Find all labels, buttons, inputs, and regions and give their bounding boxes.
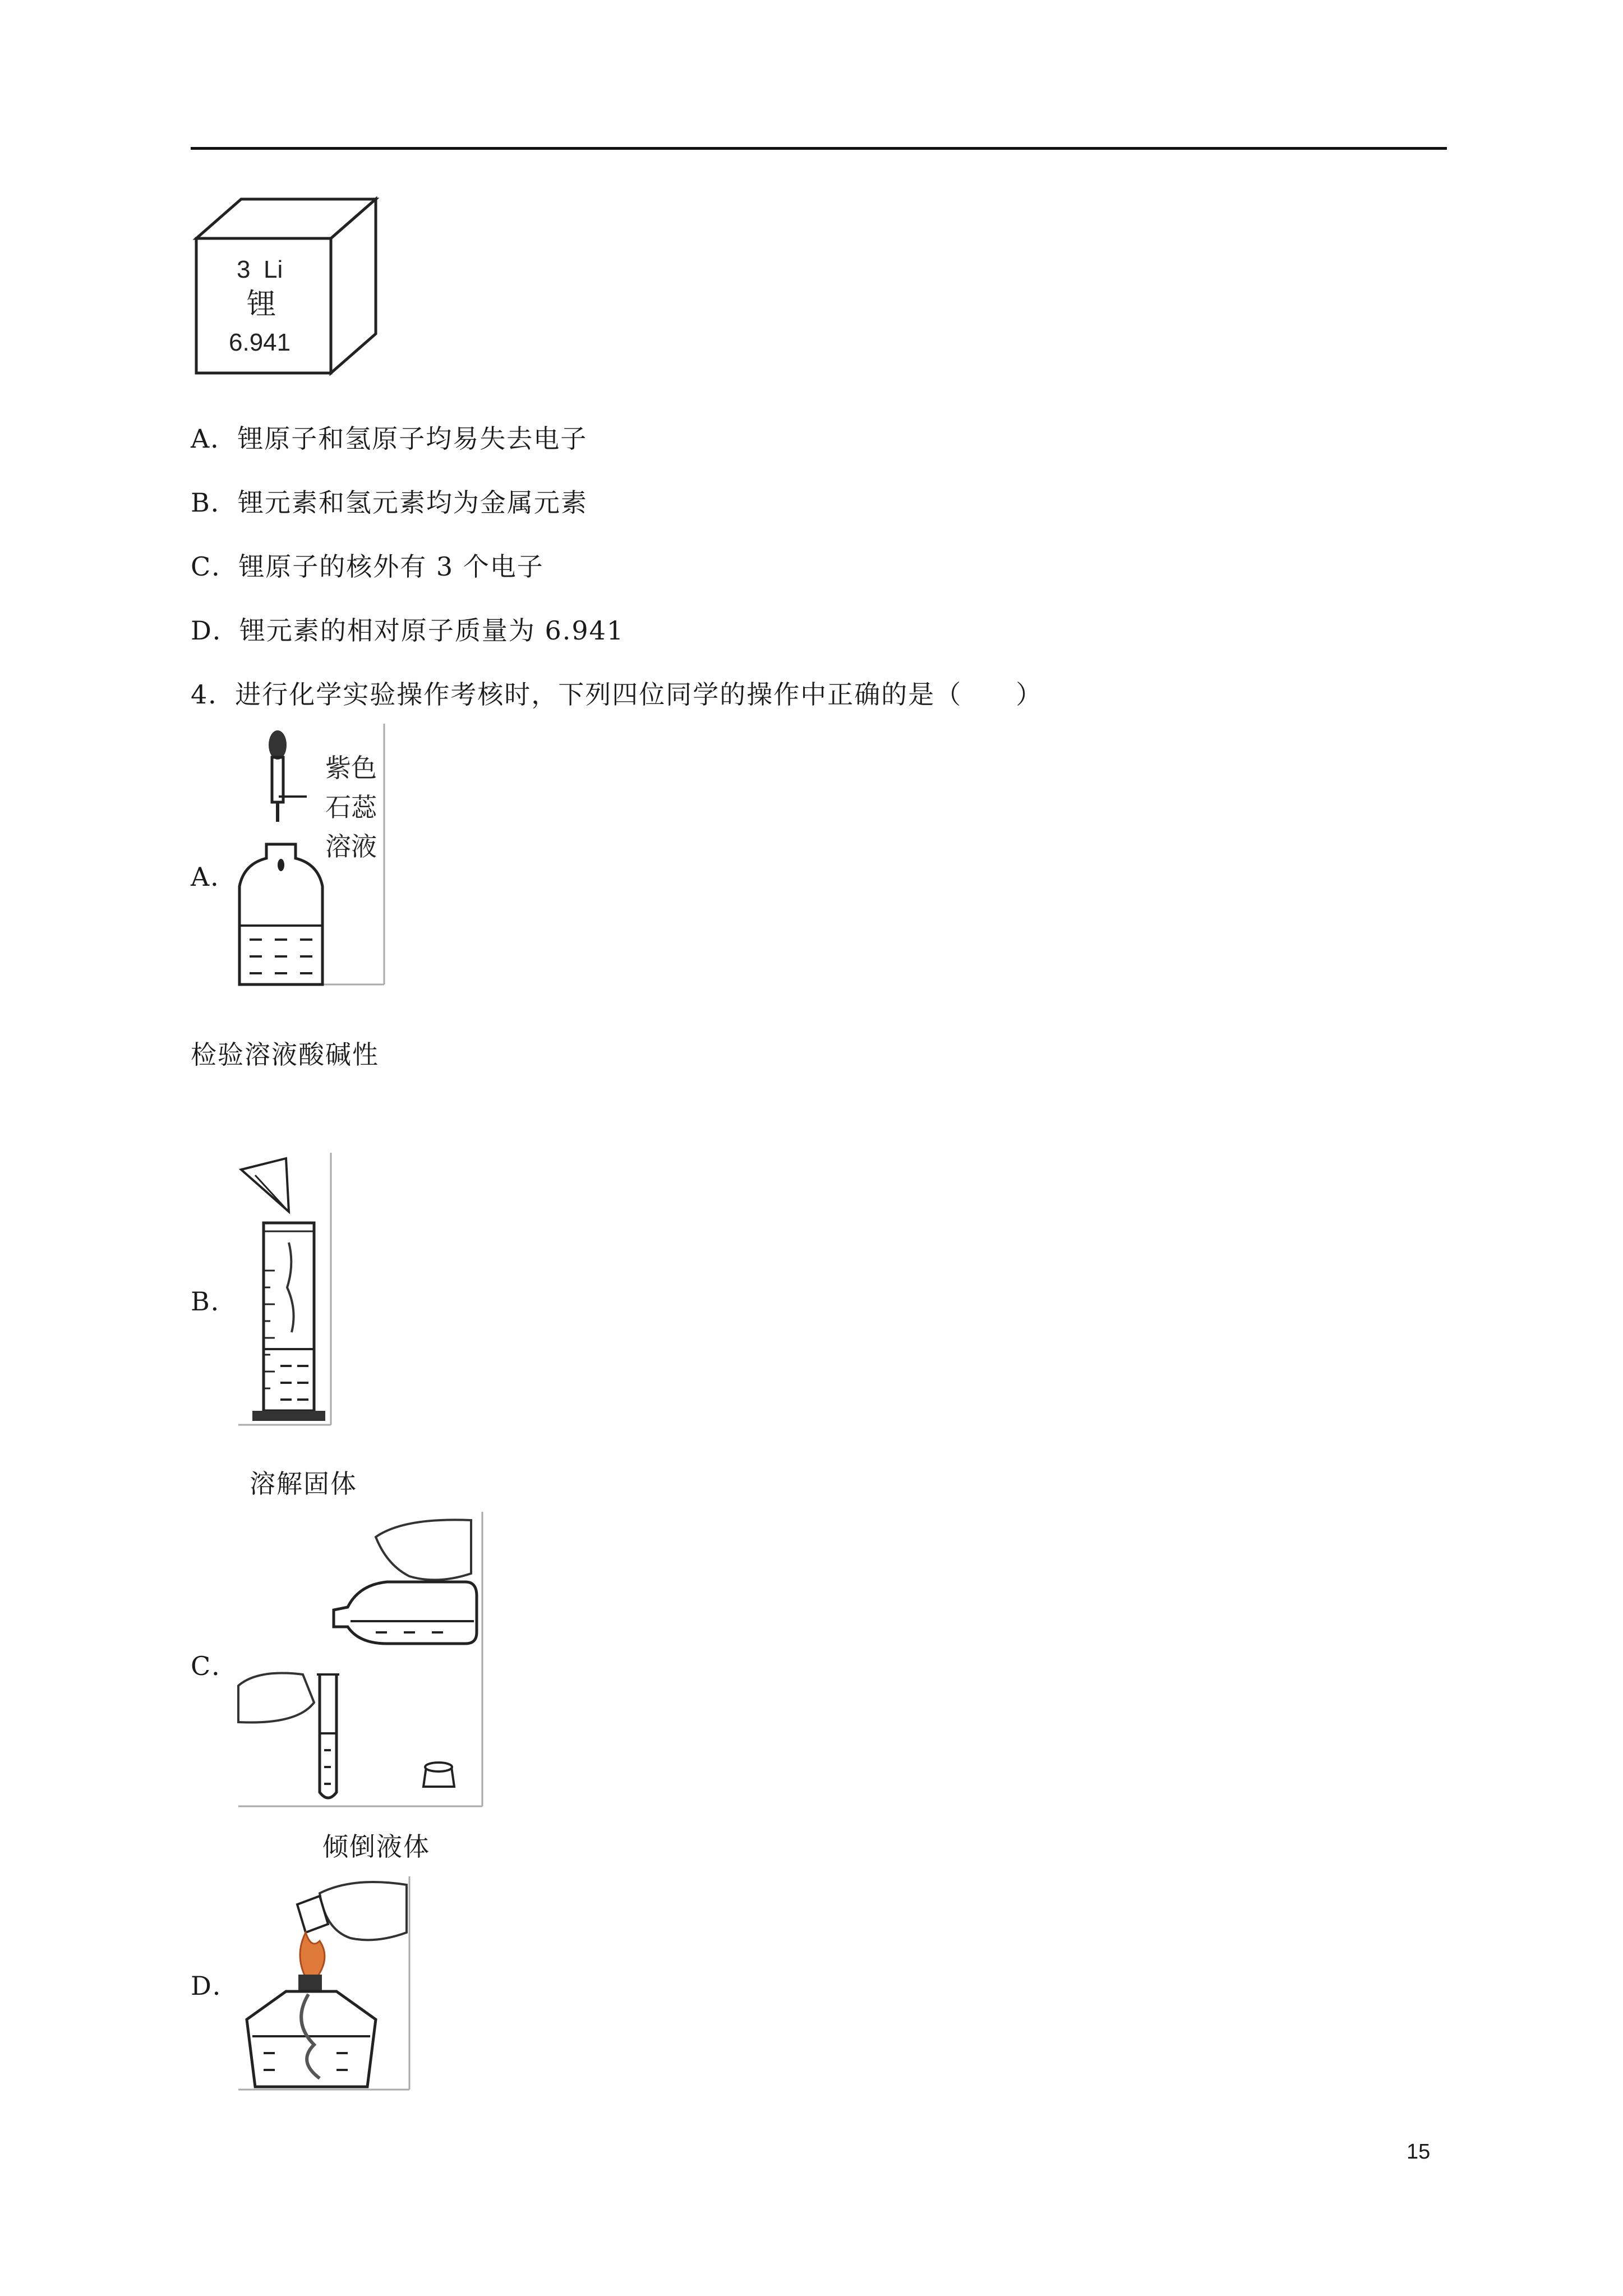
lithium-element-card <box>191 194 381 379</box>
q4-option-a-caption: 检验溶液酸碱性 <box>191 1039 379 1070</box>
figure-label-2: 石蕊 <box>325 792 377 822</box>
q4-option-d-label: D． <box>191 1971 239 2001</box>
q4-option-d-figure <box>236 1876 415 2092</box>
q3-option-d: D．锂元素的相对原子质量为 6.941 <box>191 615 625 646</box>
page-number: 15 <box>1407 2140 1431 2164</box>
element-name: 锂 <box>247 288 276 321</box>
element-symbol: Li <box>264 256 283 283</box>
figure-label-3: 溶液 <box>325 831 377 862</box>
q4-option-c-figure <box>236 1512 488 1809</box>
flame-icon <box>300 1932 325 1977</box>
q4-option-c-label: C． <box>191 1651 239 1681</box>
header-rule <box>191 147 1447 150</box>
q3-option-c: C．锂原子的核外有 3 个电子 <box>191 551 544 582</box>
hand-icon <box>320 1882 407 1940</box>
element-number: 3 <box>237 256 251 283</box>
q3-option-a: A．锂原子和氢原子均易失去电子 <box>191 424 588 454</box>
q3-option-b: B．锂元素和氢元素均为金属元素 <box>191 487 588 518</box>
q4-option-a-label: A． <box>191 862 238 892</box>
q4-option-a-figure <box>233 724 390 987</box>
figure-label-1: 紫色 <box>325 753 377 783</box>
q4-option-b-figure <box>236 1153 336 1428</box>
q4-option-c-caption: 倾倒液体 <box>322 1832 430 1862</box>
dropper-bulb-icon <box>269 730 287 760</box>
q4-stem: 4．进行化学实验操作考核时，下列四位同学的操作中正确的是（ ） <box>191 679 1043 710</box>
q4-option-b-caption: 溶解固体 <box>250 1469 357 1499</box>
hand-icon <box>376 1520 471 1580</box>
q4-option-b-label: B． <box>191 1286 238 1317</box>
element-mass: 6.941 <box>229 329 291 356</box>
